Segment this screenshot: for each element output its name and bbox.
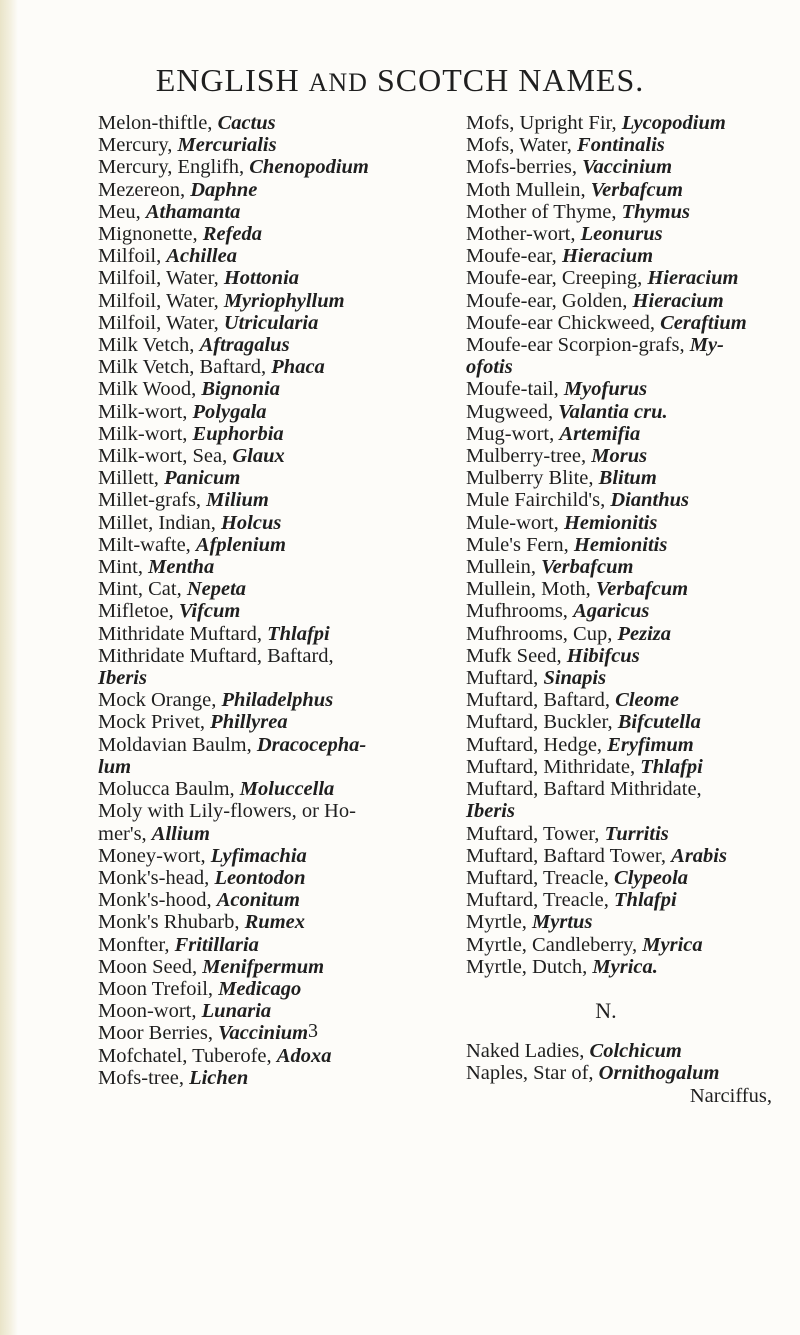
entry-name: Mock Privet, [98,711,211,734]
index-entry-continuation [466,356,786,378]
entry-latin-name: Blitum [598,467,657,490]
entry-latin-name: Verbafcum [541,556,634,579]
index-entry [98,1067,438,1089]
entry-latin-name: Hibifcus [566,644,640,667]
entry-name: Mug-wort, [466,422,560,445]
entry-latin-name: Agaricus [573,600,650,623]
entry-latin-name: Arabis [671,844,727,867]
entry-name: Milfoil, Water, [98,267,224,290]
index-entry [466,378,786,400]
entry-name: Mufhrooms, [466,600,574,623]
index-entry [98,201,438,223]
index-entry [466,312,786,334]
index-entry [98,134,438,156]
entry-name: Monk's-hood, [98,889,217,912]
index-entry [466,267,786,289]
index-entry [98,1022,438,1044]
section-letter: N. [595,997,617,1023]
index-entry [98,934,438,956]
index-entry [98,711,438,733]
index-entry [466,156,786,178]
entry-name: Mother of Thyme, [466,200,622,223]
index-entry [98,489,438,511]
entry-name: Melon-thiftle, [98,112,218,134]
entry-latin-name: Utricularia [223,311,319,334]
header-title-and: AND [308,68,368,97]
entry-name: Moor Berries, [98,1022,219,1045]
index-entry [98,734,438,756]
entry-name: Meu, [98,200,146,223]
entry-latin-name: Verbafcum [595,578,689,601]
index-entry [98,1045,438,1067]
entry-name: Mithridate Muftard, [98,622,268,645]
entry-latin-name: Mentha [148,556,215,579]
index-entry [98,534,438,556]
entry-name: Muftard, [466,667,544,690]
entry-latin-name: Rumex [244,911,305,934]
index-entry [98,889,438,911]
index-entry [466,201,786,223]
index-entry [466,245,786,267]
entry-latin-name: Lichen [189,1066,249,1089]
index-entry [466,711,786,733]
entry-name: Muftard, Hedge, [466,733,608,756]
entry-latin-name: Peziza [617,622,672,645]
index-entry [466,290,786,312]
index-entry [466,423,786,445]
index-entry [98,867,438,889]
entry-name: Moon Trefoil, [98,977,219,1000]
entry-latin-name: Fritillaria [174,933,259,956]
index-entry-continuation [98,756,438,778]
index-entry [98,223,438,245]
index-entry [466,911,786,933]
index-entry [466,489,786,511]
entry-latin-name: Leontodon [214,866,306,889]
entry-latin-name: Refeda [202,223,262,246]
entry-latin-name: Athamanta [145,200,241,223]
entry-latin-name: Myofurus [563,378,648,401]
entry-name: Mugweed, [466,400,559,423]
entry-name: Money-wort, [98,844,211,867]
entry-latin-name: Aftragalus [199,334,290,357]
entry-latin-name: Thlafpi [614,889,677,912]
entry-latin-name: Bignonia [201,378,280,401]
entry-latin-name: Dianthus [610,489,689,512]
index-entry [466,934,786,956]
entry-name: Muftard, Treacle, [466,889,615,912]
entry-latin-name: Hottonia [223,267,300,290]
entry-latin-name: Hemionitis [563,511,658,534]
entry-latin-name: Vaccinium [218,1022,309,1045]
index-entry [98,800,438,822]
entry-latin-name: Myrica. [592,955,658,978]
entry-name: Moldavian Baulm, [98,733,257,756]
entry-name: Myrtle, Dutch, [466,955,593,978]
index-entry-continuation [98,823,438,845]
entry-name: Moufe-tail, [466,378,564,401]
index-entry [466,401,786,423]
entry-name: Mint, [98,556,149,579]
index-entry [98,600,438,622]
entry-latin-name: Verbafcum [590,178,683,201]
entry-latin-name: Nepeta [186,578,247,601]
entry-latin-name: Valantia cru. [558,400,668,423]
entry-name: Mule Fairchild's, [466,489,611,512]
entry-latin-name: Hieracium [632,289,724,312]
entry-name: Mofs, Upright Fir, [466,112,622,134]
entry-name: Mofs, Water, [466,134,578,157]
entry-name: Mofs-berries, [466,156,583,179]
entry-name: Milk-wort, [98,400,193,423]
entry-latin-name: Myrica [642,933,703,956]
index-entry [466,867,786,889]
entry-latin-name: Bifcutella [617,711,701,734]
entry-latin-name: Colchicum [589,1040,682,1063]
entry-name: Moufe-ear, [466,245,562,268]
index-entry [466,445,786,467]
entry-name: Milt-wafte, [98,533,196,556]
index-entry [466,556,786,578]
entry-latin-name: Lunaria [201,1000,272,1023]
entry-name: Millett, [98,467,165,490]
entry-latin-name: Fontinalis [577,134,665,157]
entry-name: Muftard, Buckler, [466,711,618,734]
entry-name: Mignonette, [98,223,203,246]
index-entry [466,1062,786,1084]
entry-name: Mulberry-tree, [466,445,592,468]
entry-name: Mifletoe, [98,600,179,623]
entry-latin-name: Thlafpi [640,755,703,778]
entry-name: Milk-wort, Sea, [98,445,233,468]
entry-latin-name: Glaux [232,445,285,468]
entry-name: Moth Mullein, [466,178,591,201]
entry-latin-name: Daphne [190,178,258,201]
entry-name: Myrtle, Candleberry, [466,933,643,956]
index-entry [466,134,786,156]
index-entry [466,756,786,778]
entry-latin-name: Polygala [192,400,267,423]
index-entry [98,356,438,378]
entry-name: Mezereon, [98,178,191,201]
entry-latin-name: Thymus [621,200,690,223]
entry-name: Mercury, [98,134,178,157]
index-entry [98,1000,438,1022]
index-entry [466,734,786,756]
index-entry-continuation [98,667,438,689]
entry-name: Mufhrooms, Cup, [466,622,618,645]
entry-latin-name: Thlafpi [267,622,330,645]
index-entry [466,578,786,600]
entry-name-continued: mer's, [98,822,152,845]
entry-name: Muftard, Baftard Mithridate, [466,778,702,801]
index-entry [98,378,438,400]
entry-latin-name: Leonurus [580,223,663,246]
entry-name: Moufe-ear Scorpion-grafs, [466,334,690,357]
entry-name: Mule-wort, [466,511,564,534]
entry-latin-name: Milium [206,489,269,512]
entry-latin-name: Adoxa [276,1044,332,1067]
index-entry [466,179,786,201]
entry-latin-name: Dracocepha- [256,733,367,756]
index-entry [466,334,786,356]
entry-name: Muftard, Baftard Tower, [466,844,672,867]
entry-latin-name: Holcus [220,511,282,534]
entry-name: Mullein, Moth, [466,578,596,601]
index-entry [98,623,438,645]
entry-name: Moon Seed, [98,955,203,978]
entry-name: Naked Ladies, [466,1040,590,1063]
index-entry [98,445,438,467]
entry-latin-name-continued: lum [98,755,132,778]
entry-name: Mercury, Englifh, [98,156,250,179]
page-header [0,62,800,99]
page-gutter-edge [0,0,18,1335]
entry-latin-name: Achillea [166,245,237,268]
entry-name: Muftard, Mithridate, [466,755,641,778]
entry-name: Monk's-head, [98,866,215,889]
entry-name: Mullein, [466,556,542,579]
entry-name: Naples, Star of, [466,1062,599,1085]
index-entry [98,556,438,578]
entry-name: Milk Vetch, [98,334,200,357]
index-entry [466,689,786,711]
index-entry [98,312,438,334]
entry-latin-name: Vaccinium [582,156,673,179]
right-column [466,112,786,1107]
entry-name: Mother-wort, [466,223,581,246]
entry-latin-name: Vifcum [178,600,241,623]
entry-name: Milfoil, Water, [98,289,224,312]
index-entry [98,578,438,600]
entry-name: Muftard, Treacle, [466,866,615,889]
entry-name: Moufe-ear, Golden, [466,289,633,312]
index-entry [98,689,438,711]
entry-latin-name: Morus [591,445,648,468]
entry-latin-name: Panicum [164,467,241,490]
entry-latin-name: Cleome [615,689,679,712]
index-entry [466,534,786,556]
entry-latin-name-continued: ofotis [466,356,513,379]
entry-name: Mofchatel, Tuberofe, [98,1044,277,1067]
entry-name: Mint, Cat, [98,578,187,601]
entry-name: Monfter, [98,933,175,956]
entry-latin-name: My- [689,334,724,357]
entry-latin-name: Hemionitis [573,533,668,556]
index-entry [466,1040,786,1062]
entry-name: Molucca Baulm, [98,778,240,801]
index-entry [466,223,786,245]
entry-latin-name: Iberis [98,667,147,690]
entry-latin-name: Turritis [604,822,669,845]
entry-name: Mufk Seed, [466,644,567,667]
entry-latin-name: Myriophyllum [223,289,345,312]
entry-name: Milfoil, [98,245,167,268]
index-entry [98,911,438,933]
entry-latin-name: Allium [151,822,210,845]
entry-name: Moufe-ear Chickweed, [466,311,661,334]
left-column [98,112,438,1089]
entry-name: Milfoil, Water, [98,311,224,334]
index-entry [98,467,438,489]
entry-latin-name: Euphorbia [192,422,284,445]
index-entry [466,823,786,845]
entry-name: Moufe-ear, Creeping, [466,267,648,290]
entry-name: Mofs-tree, [98,1066,190,1089]
index-entry [98,156,438,178]
header-title-part1: ENGLISH [155,62,300,98]
index-entry [98,179,438,201]
entry-name: Monk's Rhubarb, [98,911,245,934]
index-entry [98,245,438,267]
entry-latin-name: Chenopodium [249,156,369,179]
index-entry [466,845,786,867]
entry-latin-name: Hieracium [561,245,654,268]
entry-latin-name: Myrtus [532,911,593,934]
entry-name: Muftard, Baftard, [466,689,616,712]
index-entry [466,956,786,978]
index-entry [98,290,438,312]
entry-latin-name: Ornithogalum [598,1062,720,1085]
entry-name: Mule's Fern, [466,533,574,556]
index-entry [466,600,786,622]
index-entry [98,334,438,356]
entry-latin-name: Artemifia [559,422,641,445]
entry-name: Millet, Indian, [98,511,221,534]
index-entry-continuation [466,800,786,822]
index-entry [466,667,786,689]
entry-latin-name: Clypeola [614,866,689,889]
entry-latin-name: Ceraftium [660,311,747,334]
entry-name: Mulberry Blite, [466,467,599,490]
index-entry [98,778,438,800]
entry-latin-name: Aconitum [216,889,300,912]
entry-name: Muftard, Tower, [466,822,605,845]
entry-name: Millet-grafs, [98,489,207,512]
index-entry [98,423,438,445]
index-entry [98,978,438,1000]
catchword: Narciffus, [689,1084,772,1107]
entry-latin-name: Philadelphus [221,689,334,712]
index-entry [98,267,438,289]
page-number: 3 [308,1020,318,1042]
entry-name: Milk Wood, [98,378,202,401]
index-entry [466,889,786,911]
entry-latin-name: Moluccella [239,778,335,801]
entry-latin-name: Phaca [271,356,325,379]
entry-latin-name: Menifpermum [202,955,325,978]
index-entry [466,645,786,667]
header-title-part2: SCOTCH NAMES. [376,62,645,98]
index-entry [98,112,438,134]
index-entry [98,956,438,978]
index-entry [98,401,438,423]
entry-name: Myrtle, [466,911,533,934]
entry-latin-name: Lycopodium [621,112,726,134]
entry-latin-name: Cactus [217,112,276,134]
index-entry [466,112,786,134]
entry-name: Milk Vetch, Baftard, [98,356,272,379]
entry-latin-name: Lyfimachia [210,844,307,867]
index-entry [466,623,786,645]
entry-name: Milk-wort, [98,422,193,445]
entry-latin-name: Iberis [466,800,515,823]
entry-latin-name: Afplenium [195,533,286,556]
index-entry [98,845,438,867]
entry-latin-name: Hieracium [647,267,739,290]
entry-latin-name: Medicago [218,977,302,1000]
entry-latin-name: Phillyrea [210,711,288,734]
entry-name: Moly with Lily-flowers, or Ho- [98,800,356,823]
entry-latin-name: Eryfimum [607,733,694,756]
entry-latin-name: Sinapis [543,667,607,690]
index-entry [466,778,786,800]
entry-name: Mock Orange, [98,689,222,712]
entry-latin-name: Mercurialis [177,134,277,157]
index-entry [98,512,438,534]
index-entry [466,467,786,489]
entry-name: Mithridate Muftard, Baftard, [98,644,334,667]
entry-name: Moon-wort, [98,1000,202,1023]
index-entry [98,645,438,667]
index-entry [466,512,786,534]
